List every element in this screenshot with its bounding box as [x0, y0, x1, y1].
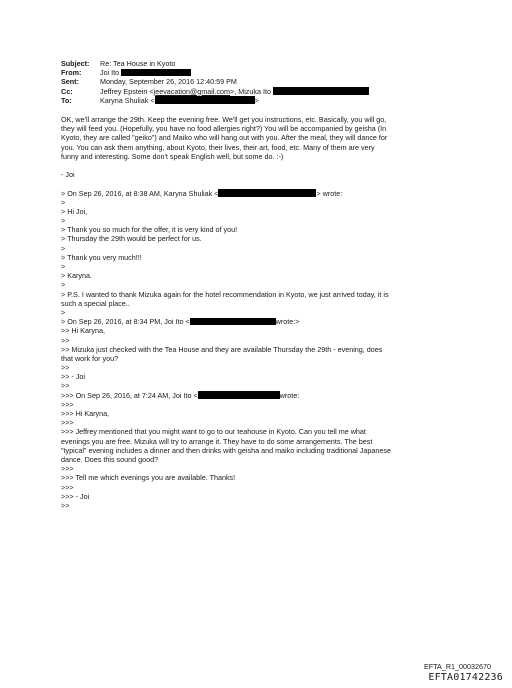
quote-header-suffix: wrote: — [279, 390, 300, 400]
to-close: > — [254, 95, 259, 105]
quote-line: >>> Tell me which evenings you are available. Thanks! — [61, 473, 236, 483]
redaction-box — [273, 87, 369, 95]
quote-line: such a special place.. — [61, 298, 130, 308]
quote-line: > Thank you so much for the offer, it is very kind of you! — [61, 225, 238, 235]
subject-row — [61, 59, 369, 68]
to-value — [100, 96, 259, 105]
cc-name-epstein: Jeffrey Epstein < — [100, 86, 154, 96]
quote-line: >> Hi Karyna, — [61, 326, 105, 336]
quote-line: >>> — [61, 482, 74, 492]
quote-line: >> - Joi — [61, 372, 85, 382]
sent-value: Monday, September 26, 2016 12:40:59 PM — [100, 77, 237, 87]
redaction-box — [190, 318, 276, 326]
quote-header-suffix: > wrote: — [316, 188, 343, 198]
bates-number-r1: EFTA_R1_00032670 — [424, 662, 491, 671]
quote-line: evenings you are free. Mizuka will try to arrange it. They have to do some arrangements. The best — [61, 436, 373, 446]
quote-line: dance. Does this sound good? — [61, 454, 159, 464]
bates-number: EFTA01742236 — [428, 672, 503, 683]
quote-line: > — [61, 307, 66, 317]
quote-line: >>> — [61, 418, 74, 428]
quote-line: > — [61, 243, 66, 253]
from-value — [100, 68, 191, 77]
body-line: they will feed you. (Hopefully, you have no food allergies right?) You will be accompanied by geisha (In — [61, 124, 387, 134]
blank-line — [61, 179, 461, 188]
quote-line: that work for you? — [61, 353, 119, 363]
subject-label: Subject: — [61, 59, 90, 68]
quote-header-text: >>> On Sep 26, 2016, at 7:24 AM, Joi Ito < — [61, 390, 198, 400]
quote-line: > — [61, 280, 66, 290]
quote-line: > P.S. I wanted to thank Mizuka again for the hotel recommendation in Kyoto, we just arrived today, it is — [61, 289, 389, 299]
quote-header-text: > On Sep 26, 2016, at 8:38 AM, Karyna Shuliak < — [61, 188, 219, 198]
quote-header-karyna — [61, 189, 461, 198]
email-body — [61, 115, 461, 510]
quote-line: >>> Hi Karyna, — [61, 409, 110, 418]
redaction-box — [155, 96, 255, 104]
quote-line: > Hi Joi, — [61, 206, 88, 216]
to-row — [61, 96, 369, 105]
quote-line: > Karyna. — [61, 271, 92, 281]
redaction-box — [198, 391, 280, 399]
quote-line: >> — [61, 363, 70, 373]
quote-line: >> Mizuka just checked with the Tea House and they are available Thursday the 29th - evening, does — [61, 344, 383, 354]
quote-line: >>> — [61, 464, 74, 474]
quote-header-text: > On Sep 26, 2016, at 8:34 PM, Joi Ito < — [61, 317, 190, 327]
quote-line: >>> - Joi — [61, 491, 90, 501]
quote-line: >>> Jeffrey mentioned that you might want to go to our teahouse in Kyoto. Can you tell me what — [61, 427, 366, 437]
to-name: Karyna Shuliak < — [100, 95, 155, 105]
cc-email-link[interactable]: jeevacation@gmail.com — [153, 86, 231, 96]
cc-row — [61, 87, 369, 96]
to-label: To: — [61, 95, 72, 105]
blank-line — [61, 161, 461, 170]
body-line: OK, we'll arrange the 29th. Keep the evening free. We'll get you instructions, etc. Basically, you will go, — [61, 115, 387, 124]
redaction-box — [218, 189, 316, 197]
redaction-box — [121, 69, 191, 77]
quote-line: >> — [61, 335, 70, 345]
quote-line: >> — [61, 381, 70, 391]
sent-label: Sent: — [61, 77, 79, 87]
body-line: Kyoto, they are called "geiko") and Maiko who will hang out with you. After the meal, they will dance for — [61, 133, 388, 143]
quote-line: > Thank you very much!!! — [61, 252, 142, 262]
quote-line: > Thursday the 29th would be perfect for us. — [61, 234, 202, 244]
signature: - Joi — [61, 170, 75, 180]
quote-line: > — [61, 197, 66, 207]
quote-line: > — [61, 262, 66, 271]
quote-header-joi-2 — [61, 391, 461, 400]
from-row — [61, 68, 369, 77]
email-header — [61, 59, 369, 105]
quote-header-suffix: wrote:> — [275, 317, 300, 327]
quote-line: >> — [61, 500, 70, 510]
body-line: you. You can ask them anything, about Kyoto, their lives, their art, food, etc. Many of them are very — [61, 142, 375, 152]
cc-value — [100, 87, 369, 96]
body-line: funny and interesting. Some don't speak English well, but some do. :-) — [61, 151, 284, 161]
cc-label: Cc: — [61, 86, 73, 96]
from-name: Joi Ito — [100, 68, 120, 78]
quote-line: "typical" evening includes a dinner and then drinks with geisha and maiko including traditional Japanese — [61, 445, 391, 455]
quote-header-joi-1 — [61, 317, 461, 326]
cc-name-ito: >, Mizuka Ito — [230, 86, 271, 96]
from-label: From: — [61, 68, 82, 78]
subject-value: Re: Tea House in Kyoto — [100, 59, 176, 68]
quote-line: > — [61, 216, 66, 226]
reply-paragraph — [61, 115, 461, 161]
sent-row — [61, 77, 369, 86]
quote-line: >>> — [61, 399, 74, 409]
